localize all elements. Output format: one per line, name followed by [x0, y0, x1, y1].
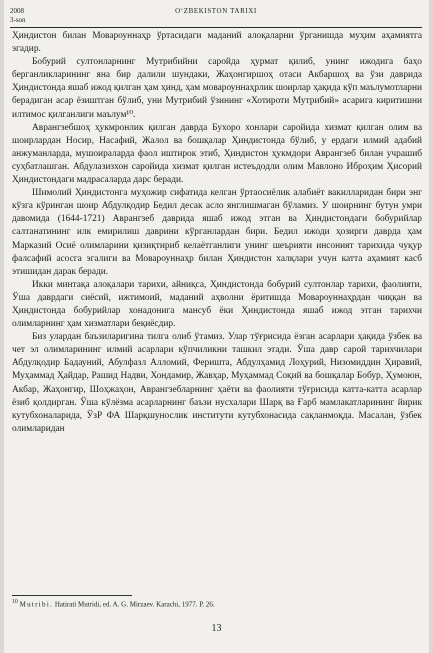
paragraph: Икки минтақа алоқалари тарихи, айниқса, Ҳиндистонда бобурий султонлар тарихи, фаолияти, Ўша даврдаги сиёсий, ижтимоий, маданий аҳволни ёритишда Мовароуннаҳрдан чиққан ва Ҳиндистонда бобурийлар хонадонига мансуб ёки Ҳиндистонда яшаб ижод этган тарихчи олимларнинг ҳам хизматлари беқиёсдир. — [12, 279, 422, 330]
footnote-divider — [12, 595, 132, 596]
footnote-author: Mutribi. — [19, 600, 54, 609]
header-year: 2008 — [10, 7, 24, 15]
header-journal-title: O‘ZBEKISTON TARIXI — [175, 7, 257, 15]
footnote-text: Hatirati Mutridi, ed. A. G. Mirzaev. Karachi, 1977. P. 26. — [54, 600, 215, 609]
article-body — [12, 30, 422, 436]
footnote — [12, 598, 422, 609]
paragraph: Аврангзебшоҳ ҳукмронлик қилган даврда Бухоро хонлари саройида хизмат қилган олим ва шоирлардан Носир, Насафий, Жалол ва бошқалар Ҳиндистонда бўлиб, у ердаги илмий адабий анжуманларда, мушоираларда фаол иштирок этиб, Ҳиндистон ҳукмдори Аврангзеб билан учрашиб суҳбатлашган. Абдулазизхон саройида хизмат қилган истеъдодли олим Мавлоно Иброҳим Ҳисорий Ҳиндистондаги мадрасаларда дарс беради. — [12, 122, 422, 186]
paragraph: Бобурий султонларнинг Мутрибийни саройда ҳурмат қилиб, унинг ижодига баҳо берганликларининг яна бир далили шундаки, Жаҳонгиршоҳ отаси Акбаршоҳ ва ўзи даврида Ҳиндистонда яшаб ижод қилган ҳам ҳинд, ҳам мовароуннаҳрлик шоирлар ҳақида кўп маълумотларни берадиган асар ёзиштган бўлиб, уни Мутрибий ўзининг «Хотироти Мутрибий» асарига киритишни илтимос қилганлиги маълум¹⁰. — [12, 57, 422, 120]
footnote-number: 10 — [12, 599, 18, 605]
page-number: 13 — [211, 623, 222, 634]
paragraph: Биз улардан баъзиларигина тилга олиб ўтамиз. Улар тўғрисида ёзган асарлари ҳақида ўзбек ва чет эл олимларининг илмий асарлари кўпчиликни ташкил этади. Ўша давр сарой тарихчилари Абдулқодир Бадауний, Абулфазл Алломий, Фериштa, Абдулҳамид Лоҳурий, Низомиддин Ҳиравий, Муҳаммад Ҳайдар, Рашид Надви, Хондамир, Жавҳар, Муҳаммад Соқий ва бошқалар Бобур, Ҳумоюн, Акбар, Жаҳонгир, Шоҳжаҳон, Аврангзебларнинг ҳаёти ва фаолияти тўғрисида катта-катта асарлар ёзиб қолдирган. Ўша кўлёзма асарларнинг баъзи нусхалари Шарқ ва Ғарб мамлакатларининг йирик кутубхоналарида, ЎзР ФА Шарқшунослик институти кутубхонасида сақланмоқда. Масалан, ўзбек олимларидан — [12, 332, 422, 434]
paragraph: Ҳиндистон билан Мовароуннаҳр ўртасидаги маданий алоқаларни ўрганишда муҳим аҳамиятга эгадир. — [12, 31, 422, 55]
header-issue: 3-son — [10, 16, 26, 24]
journal-page — [4, 0, 429, 653]
header-divider — [10, 27, 422, 28]
paragraph: Шимолий Ҳиндистонга муҳожир сифатида келган ўртаосиёлик алабиёт вакилларидан бири энг кўзга кўринган шоир Абдулқодир Бедил десак асло янглишмаган бўламиз. У шоирнинг бутун умри давомида (1644-1721) Аврангзеб даврида яшаб ижод этган ва Ҳиндистондаги бобурийлар салтанатининг илк емирилиш даврини кўрганлардан бири. Бедил ижоди ҳозирги даврда ҳам Марказий Осиё олимларини қизиқтириб келаётганлиги унинг шеърияти инсоният тарихида чуқур фалсафий асосга эгалиги ва Мовароуннаҳр билан Ҳиндистон халқлари учун катта аҳамият касб этишидан дарак беради. — [12, 188, 422, 277]
